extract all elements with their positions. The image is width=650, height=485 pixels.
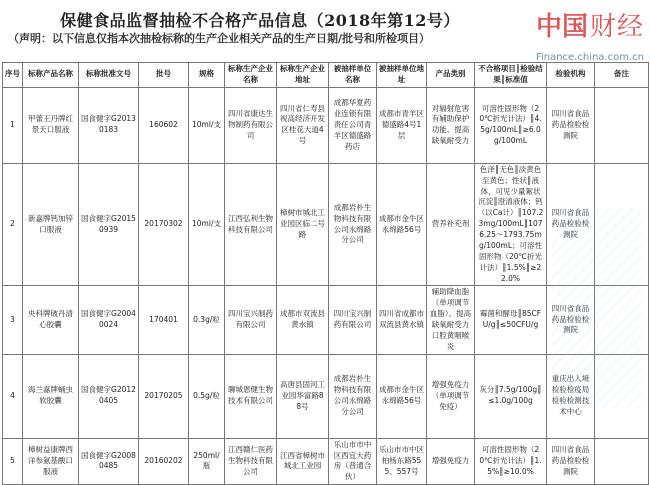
cell-lab: 重庆出入境检验检疫局检验检测技术中心	[547, 354, 595, 438]
col-header: 标称生产企业名称	[225, 63, 277, 88]
cell-lab: 四川省食品药品检验检测院	[547, 163, 595, 286]
col-header: 标称产品名称	[23, 63, 79, 88]
col-header: 检验机构	[547, 63, 595, 88]
cell-sampled-address: 成都市金牛区永绵路56号	[377, 354, 427, 438]
cell-sampled-unit: 乐山市市中区西宜大药房（普通合伙）	[329, 438, 377, 485]
cell-maker: 江西赣仁医药生物科技有限公司	[225, 438, 277, 485]
cell-no: 5	[3, 438, 23, 485]
cell-result: 色泽║无色║淡黄色至黄色；性状║液体，可见少量絮状沉淀║澄清液体；钙（以Ca计）║107.23mg/100mL║1076.25～1793.75mg/100mL；可溶性固形物（20℃折光计法）║1.5%║≥22.0%	[475, 163, 547, 286]
cell-sampled-address: 乐山市市中区柏杨东路555、557号	[377, 438, 427, 485]
site-watermark: Finance.china.com.cn	[535, 52, 644, 63]
table-row	[3, 87, 649, 163]
cell-no: 1	[3, 87, 23, 163]
col-header: 被抽样单位名称	[329, 63, 377, 88]
cell-maker: 四川省康达生物制药有限公司	[225, 87, 277, 163]
cell-sampled-address: 四川省成都市双流县黄水镇	[377, 286, 427, 354]
cell-maker: 江西弘利生物科技有限公司	[225, 163, 277, 286]
cell-result: 可溶性固形物（20℃折光计法）║1.5%║≥10.0%	[475, 438, 547, 485]
cell-maker: 四川宝兴制药有限公司	[225, 286, 277, 354]
cell-product-name: 海兰嘉牌蛹虫软胶囊	[23, 354, 79, 438]
cell-maker-address: 樟树市城北工业园区临二号路	[277, 163, 329, 286]
cell-maker-address: 成都市双流县黄水镇	[277, 286, 329, 354]
cell-note	[595, 163, 649, 286]
cell-approval-no: 国食健字G20120405	[79, 354, 139, 438]
cell-batch: 160602	[139, 87, 189, 163]
col-header: 规格	[189, 63, 225, 88]
cell-category: 营养补充剂	[427, 163, 475, 286]
col-header: 批号	[139, 63, 189, 88]
col-header: 标称生产企业地址	[277, 63, 329, 88]
col-header: 产品类别	[427, 63, 475, 88]
cell-note	[595, 354, 649, 438]
china-com-logo	[536, 6, 644, 43]
cell-no: 3	[3, 286, 23, 354]
cell-spec: 250ml/瓶	[189, 438, 225, 485]
cell-batch: 20170302	[139, 163, 189, 286]
cell-spec: 0.5g/粒	[189, 354, 225, 438]
cell-spec: 0.3g/粒	[189, 286, 225, 354]
col-header: 标称批准文号	[79, 63, 139, 88]
cell-sampled-address: 成都市金牛区永绵路56号	[377, 163, 427, 286]
cell-product-name: 新嘉牌钙加锌口服液	[23, 163, 79, 286]
table-row	[3, 286, 649, 354]
col-header: 备注	[595, 63, 649, 88]
cell-approval-no: 国食健字G20150939	[79, 163, 139, 286]
cell-result: 灰分║7.5g/100g║≤1.0g/100g	[475, 354, 547, 438]
cell-spec: 10ml/支	[189, 163, 225, 286]
table-row	[3, 163, 649, 286]
col-header: 序号	[3, 63, 23, 88]
cell-maker: 聊城恩健生物技术有限公司	[225, 354, 277, 438]
cell-maker-address: 江西省樟树市城北工业园	[277, 438, 329, 485]
cell-product-name: 央科牌破丹清心胶囊	[23, 286, 79, 354]
cell-spec: 10ml/支	[189, 87, 225, 163]
cell-maker-address: 高唐县固河工业园华富路88号	[277, 354, 329, 438]
cell-product-name: 甲蕾王丹牌红景天口服液	[23, 87, 79, 163]
cell-category: 辅助降血脂（单项调节血脂）、提高缺氧耐受力口腔黄咽喉炎	[427, 286, 475, 354]
cell-batch: 20160202	[139, 438, 189, 485]
cell-category: 对辐射危害有辅助保护功能、提高缺氧耐受力	[427, 87, 475, 163]
cell-batch: 170401	[139, 286, 189, 354]
table-row	[3, 354, 649, 438]
cell-no: 2	[3, 163, 23, 286]
col-header: 不合格项目║检验结果║标准值	[475, 63, 547, 88]
cell-note	[595, 87, 649, 163]
cell-sampled-unit: 四川宝兴制药有限公司	[329, 286, 377, 354]
cell-sampled-unit: 成都岩朴生物科技有限公司永绵路分公司	[329, 163, 377, 286]
inspection-table	[2, 62, 649, 485]
cell-lab: 四川省食品药品检验检测院	[547, 87, 595, 163]
cell-lab: 四川省食品药品检验检测院	[547, 286, 595, 354]
cell-note	[595, 286, 649, 354]
cell-note	[595, 438, 649, 485]
cell-approval-no: 国食健字G20080485	[79, 438, 139, 485]
cell-approval-no: 国食健字G20040024	[79, 286, 139, 354]
cell-batch: 20170205	[139, 354, 189, 438]
cell-category: 增强免疫力（单项调节免疫）	[427, 354, 475, 438]
cell-lab: 四川省食品药品检验检测院	[547, 438, 595, 485]
table-header-row	[3, 63, 649, 88]
page-subtitle: （声明：以下信息仅指本次抽检标称的生产企业相关产品的生产日期/批号和所检项目）	[8, 32, 431, 45]
cell-product-name: 樟树益康牌西洋参氨基酸口服液	[23, 438, 79, 485]
cell-maker-address: 四川省仁寿县视高经济开发区桂花大道4号	[277, 87, 329, 163]
cell-approval-no: 国食健字G20130183	[79, 87, 139, 163]
cell-category: 增强免疫力	[427, 438, 475, 485]
page-title: 保健食品监督抽检不合格产品信息（2018年第12号）	[60, 11, 460, 30]
cell-result: 可溶性固形物（20℃折光计法）║4.5g/100mL║≥6.0g/100mL	[475, 87, 547, 163]
table-row	[3, 438, 649, 485]
cell-sampled-address: 成都市青羊区德盛路4号1层	[377, 87, 427, 163]
logo-text: 财经	[589, 12, 644, 42]
logo-glyph: 中国	[535, 12, 588, 42]
cell-no: 4	[3, 354, 23, 438]
col-header: 被抽样单位地址	[377, 63, 427, 88]
cell-sampled-unit: 成都岩朴生物科技有限公司永绵路分公司	[329, 354, 377, 438]
cell-result: 霉菌和酵母║85CFU/g║≤50CFU/g	[475, 286, 547, 354]
cell-sampled-unit: 成都华夏药业连锁有限责任公司青羊区德盛路药店	[329, 87, 377, 163]
